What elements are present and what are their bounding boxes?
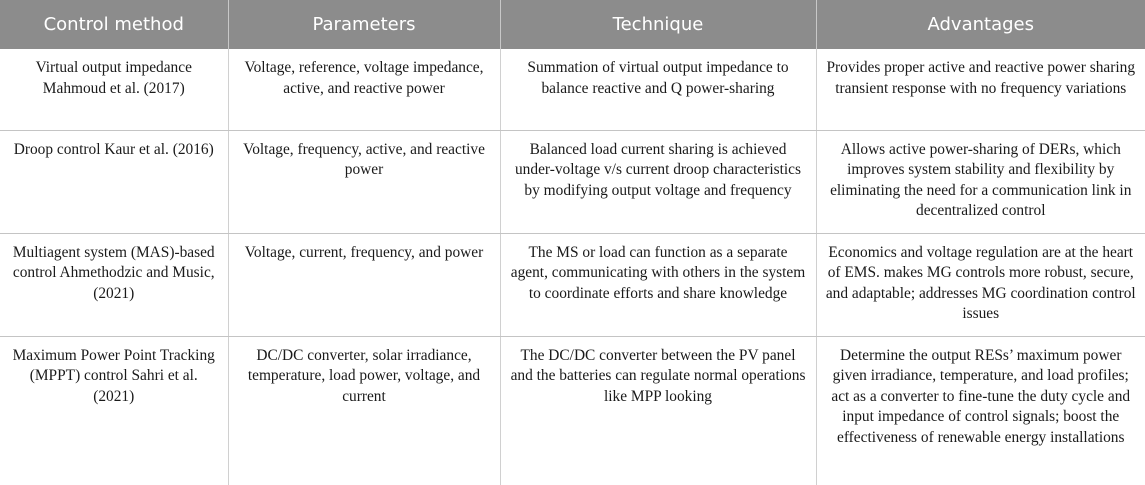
cell-advantages: Economics and voltage regulation are at the heart of EMS. makes MG controls more robust, secure, and adaptable; addresses MG coordination control issues [816, 233, 1145, 336]
cell-advantages: Provides proper active and reactive power sharing transient response with no frequency variations [816, 49, 1145, 130]
cell-parameters: DC/DC converter, solar irradiance, temperature, load power, voltage, and current [228, 336, 500, 485]
header-technique: Technique [500, 0, 816, 49]
cell-method: Virtual output impedance Mahmoud et al. (2017) [0, 49, 228, 130]
table-row [0, 130, 1145, 233]
cell-advantages: Allows active power-sharing of DERs, which improves system stability and flexibility by eliminating the need for a communication link in decentralized control [816, 130, 1145, 233]
cell-parameters: Voltage, current, frequency, and power [228, 233, 500, 336]
cell-technique: The MS or load can function as a separate agent, communicating with others in the system to coordinate efforts and share knowledge [500, 233, 816, 336]
table-row [0, 336, 1145, 485]
header-control-method: Control method [0, 0, 228, 49]
cell-method: Droop control Kaur et al. (2016) [0, 130, 228, 233]
cell-method: Maximum Power Point Tracking (MPPT) control Sahri et al. (2021) [12, 346, 215, 405]
cell-technique: Summation of virtual output impedance to balance reactive and Q power-sharing [500, 49, 816, 130]
cell-parameters: Voltage, frequency, active, and reactive power [228, 130, 500, 233]
header-advantages: Advantages [816, 0, 1145, 49]
header-row [0, 0, 1145, 49]
cell-technique: Balanced load current sharing is achieved under-voltage v/s current droop characteristics by modifying output voltage and frequency [500, 130, 816, 233]
table-body [0, 49, 1145, 485]
table-header [0, 0, 1145, 49]
cell-parameters: Voltage, reference, voltage impedance, active, and reactive power [228, 49, 500, 130]
cell-advantages: Determine the output RESs’ maximum power given irradiance, temperature, and load profiles; act as a converter to fine-tune the duty cycle and input impedance of control signals; boost the effectiveness of renewable energy installations [816, 336, 1145, 485]
header-parameters: Parameters [228, 0, 500, 49]
cell-method: Multiagent system (MAS)-based control Ahmethodzic and Music, (2021) [0, 233, 228, 336]
cell-technique: The DC/DC converter between the PV panel and the batteries can regulate normal operations like MPP looking [500, 336, 816, 485]
table-row [0, 233, 1145, 336]
table-row [0, 49, 1145, 130]
